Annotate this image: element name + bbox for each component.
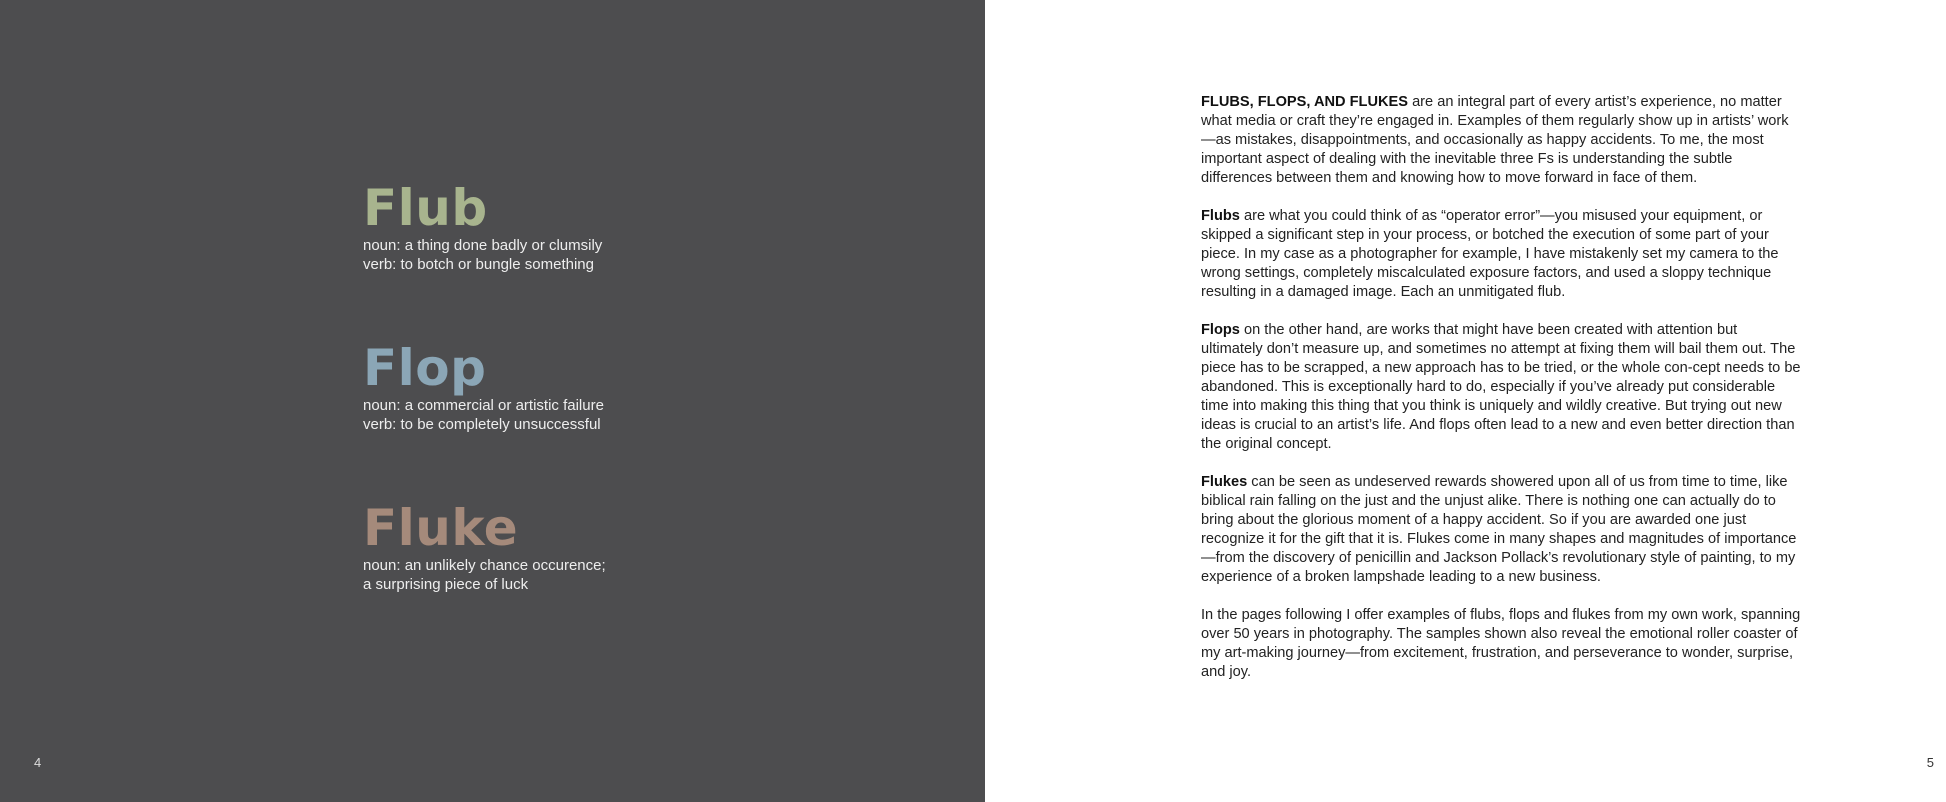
definition-noun-continued: a surprising piece of luck <box>363 576 529 593</box>
term-word-flop: Flop <box>363 339 487 397</box>
definition-noun: noun: an unlikely chance occurence; <box>363 557 606 574</box>
term-fluke <box>363 500 606 594</box>
paragraph-closing <box>1201 606 1801 682</box>
definition-noun: noun: a commercial or artistic failure <box>363 397 604 414</box>
definition-verb: verb: to be completely unsuccessful <box>363 416 601 433</box>
paragraph-flubs <box>1201 207 1801 302</box>
paragraph-text: In the pages following I offer examples of flubs, flops and flukes from my own work, spanning over 50 years in photography. The samples shown also reveal the emotional roller coaster of my art-making journey—from excitement, frustration, and perseverance to wonder, surprise, and joy. <box>1201 607 1801 680</box>
paragraph-text: are what you could think of as “operator error”—you misused your equipment, or skipped a significant step in your process, or botched the execution of some part of your piece. In my case as a photographer for example, I have mistakenly set my camera to the wrong settings, completely miscalculated exposure factors, and used a sloppy technique resulting in a damaged image. Each an unmitigated flub. <box>1201 208 1779 300</box>
paragraph-text: can be seen as undeserved rewards showered upon all of us from time to time, like biblical rain falling on the just and the unjust alike. There is nothing one can actually do to bring about the glorious moment of a happy accident. So if you are awarded one just recognize it for the gift that it is. Flukes come in many shapes and magnitudes of importance—from the discovery of penicillin and Jackson Pollack’s revolutionary style of painting, to my experience of a broken lampshade leading to a new business. <box>1201 474 1797 585</box>
definition-verb: verb: to botch or bungle something <box>363 256 594 273</box>
page-number-right: 5 <box>1926 755 1934 770</box>
term-flub <box>363 180 602 274</box>
page-number-left: 4 <box>34 755 42 770</box>
paragraph-lead: FLUBS, FLOPS, AND FLUKES <box>1201 94 1409 110</box>
paragraph-flops <box>1201 321 1801 454</box>
paragraph-lead: Flukes <box>1201 474 1248 490</box>
term-flop <box>363 340 604 434</box>
paragraph-text: on the other hand, are works that might have been created with attention but ultimately don’t measure up, and sometimes no attempt at fixing them will bail them out. The piece has to be scrapped, a new approach has to be tried, or the whole con-cept needs to be abandoned. This is exceptionally hard to do, especially if you’ve already put considerable time into making this thing that you think is uniquely and wildly creative. But trying out new ideas is crucial to an artist’s life. And flops often lead to a new and even better direction than the original concept. <box>1201 322 1801 452</box>
definition-noun: noun: a thing done badly or clumsily <box>363 237 603 254</box>
term-word-flub: Flub <box>363 179 488 237</box>
essay-body <box>1201 93 1801 701</box>
term-word-fluke: Fluke <box>363 499 519 557</box>
paragraph-lead: Flubs <box>1201 208 1240 224</box>
paragraph-lead: Flops <box>1201 322 1240 338</box>
paragraph-flukes <box>1201 473 1801 587</box>
paragraph-text: are an integral part of every artist’s experience, no matter what media or craft they’re engaged in. Examples of them regularly show up in artists’ work—as mistakes, disappointments, and occasionally as happy accidents. To me, the most important aspect of dealing with the inevitable three Fs is understanding the subtle differences between them and knowing how to move forward in face of them. <box>1201 94 1789 186</box>
paragraph-intro <box>1201 93 1801 188</box>
